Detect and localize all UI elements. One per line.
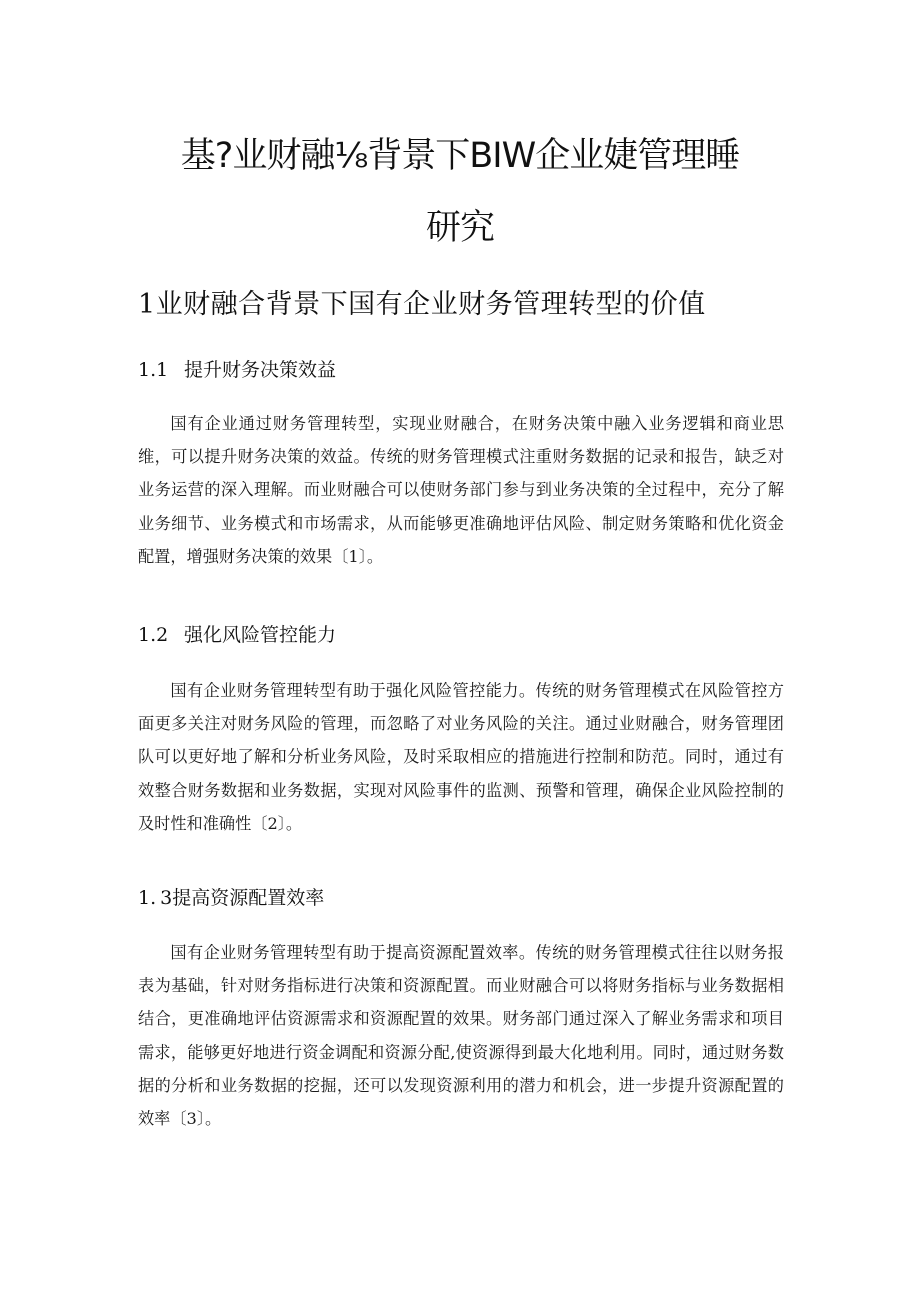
subsection-1-2-paragraph: 国有企业财务管理转型有助于强化风险管控能力。传统的财务管理模式在风险管控方面更多关注对财务风险的管理，而忽略了对业务风险的关注。通过业财融合，财务管理团队可以更好地了解和分析业务风险，及时采取相应的措施进行控制和防范。同时，通过有效整合财务数据和业务数据，实现对风险事件的监测、预警和管理，确保企业风险控制的及时性和准确性〔2〕。 bbox=[138, 681, 784, 833]
subsection-title: 提升财务决策效益 bbox=[184, 359, 337, 381]
subsection-number: 1. bbox=[138, 887, 157, 909]
subsection-number: 1.1 bbox=[138, 359, 169, 381]
subsection-number: 1.2 bbox=[138, 624, 169, 646]
subsection-title: 3提高资源配置效率 bbox=[160, 887, 325, 909]
subsection-title: 强化风险管控能力 bbox=[184, 624, 337, 646]
document-title-line-2: 研究 bbox=[425, 208, 494, 248]
document-title-line-1: 基?业财融⅛背景下BIW企业婕管理睡 bbox=[180, 136, 740, 176]
subsection-1-1-heading bbox=[138, 355, 336, 382]
subsection-1-3-heading bbox=[138, 883, 324, 910]
subsection-1-3-paragraph: 国有企业财务管理转型有助于提高资源配置效率。传统的财务管理模式往往以财务报表为基础，针对财务指标进行决策和资源配置。而业财融合可以将财务指标与业务数据相结合，更准确地评估资源需求和资源配置的效果。财务部门通过深入了解业务需求和项目需求，能够更好地进行资金调配和资源分配,使资源得到最大化地利用。同时，通过财务数据的分析和业务数据的挖掘，还可以发现资源利用的潜力和机会，进一步提升资源配置的效率〔3〕。 bbox=[138, 943, 784, 1129]
subsection-1-2-heading bbox=[138, 620, 336, 647]
subsection-1-1-paragraph: 国有企业通过财务管理转型，实现业财融合，在财务决策中融入业务逻辑和商业思维，可以提升财务决策的效益。传统的财务管理模式注重财务数据的记录和报告，缺乏对业务运营的深入理解。而业财融合可以使财务部门参与到业务决策的全过程中，充分了解业务细节、业务模式和市场需求，从而能够更准确地评估风险、制定财务策略和优化资金配置，增强财务决策的效果〔1〕。 bbox=[138, 414, 784, 566]
section-1-heading: 1业财融合背景下国有企业财务管理转型的价值 bbox=[138, 289, 706, 320]
